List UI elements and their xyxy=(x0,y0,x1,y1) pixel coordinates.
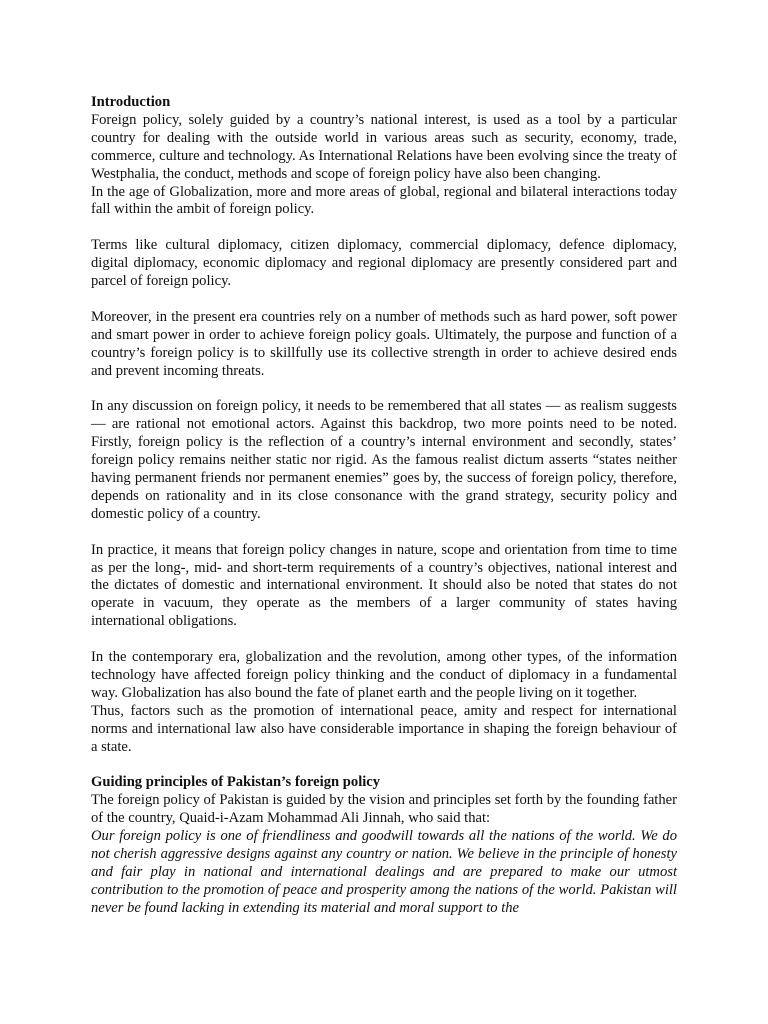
section-heading-guiding-principles: Guiding principles of Pakistan’s foreign policy xyxy=(91,774,381,791)
paragraph: Moreover, in the present era countries rely on a number of methods such as hard power, soft power and smart power in order to achieve foreign policy goals. Ultimately, the purpose and function of a country’s foreign policy is to skillfully use its collective strength in order to achieve desired ends and prevent incoming threats. xyxy=(91,308,677,379)
paragraph: In the contemporary era, globalization and the revolution, among other types, of the information technology have affected foreign policy thinking and the conduct of diplomacy in a fundamental way. Globalization has also bound the fate of planet earth and the people living on it together. xyxy=(91,649,677,701)
paragraph: In the age of Globalization, more and more areas of global, regional and bilateral interactions today fall within the ambit of foreign policy. xyxy=(91,183,677,218)
paragraph: In practice, it means that foreign policy changes in nature, scope and orientation from time to time as per the long-, mid- and short-term requirements of a country’s objectives, national interest and the dictates of domestic and international environment. It should also be noted that states do not operate in vacuum, they operate as the members of a larger community of states having international obligations. xyxy=(91,541,677,630)
paragraph: Terms like cultural diplomacy, citizen diplomacy, commercial diplomacy, defence diplomacy, digital diplomacy, economic diplomacy and regional diplomacy are presently considered part and parcel of foreign policy. xyxy=(91,237,677,290)
paragraph: Thus, factors such as the promotion of international peace, amity and respect for international norms and international law also have considerable importance in shaping the foreign behaviour of a state. xyxy=(91,702,677,755)
paragraph-spacer xyxy=(91,219,677,237)
paragraph-spacer xyxy=(91,756,677,774)
paragraph: The foreign policy of Pakistan is guided by the vision and principles set forth by the founding father of the country, Quaid-i-Azam Mohammad Ali Jinnah, who said that: xyxy=(91,792,677,827)
paragraph-spacer xyxy=(91,380,677,398)
section-heading-introduction: Introduction xyxy=(91,94,171,110)
jinnah-quote: Our foreign policy is one of friendliness and goodwill towards all the nations of the world. We do not cherish aggressive designs against any country or nation. We believe in the principle of honesty and fair play in national and international dealings and are prepared to make our utmost contribution to the promotion of peace and prosperity among the nations of the world. Pakistan will never be found lacking in extending its material and moral support to the xyxy=(91,828,677,916)
paragraph: Foreign policy, solely guided by a country’s national interest, is used as a tool by a particular country for dealing with the outside world in various areas such as security, economy, trade, commerce, culture and technology. As International Relations have been evolving since the treaty of Westphalia, the conduct, methods and scope of foreign policy have also been changing. xyxy=(91,111,677,182)
paragraph-spacer xyxy=(91,524,677,542)
paragraph-spacer xyxy=(91,631,677,649)
paragraph-spacer xyxy=(91,291,677,309)
paragraph: In any discussion on foreign policy, it needs to be remembered that all states — as realism suggests — are rational not emotional actors. Against this backdrop, two more points need to be noted. Firstly, foreign policy is the reflection of a country’s internal environment and secondly, states’ foreign policy remains neither static nor rigid. As the famous realist dictum asserts “states neither having permanent friends nor permanent enemies” goes by, the success of foreign policy, therefore, depends on rationality and in its close consonance with the grand strategy, security policy and domestic policy of a country. xyxy=(91,398,677,522)
document-page xyxy=(91,94,677,918)
